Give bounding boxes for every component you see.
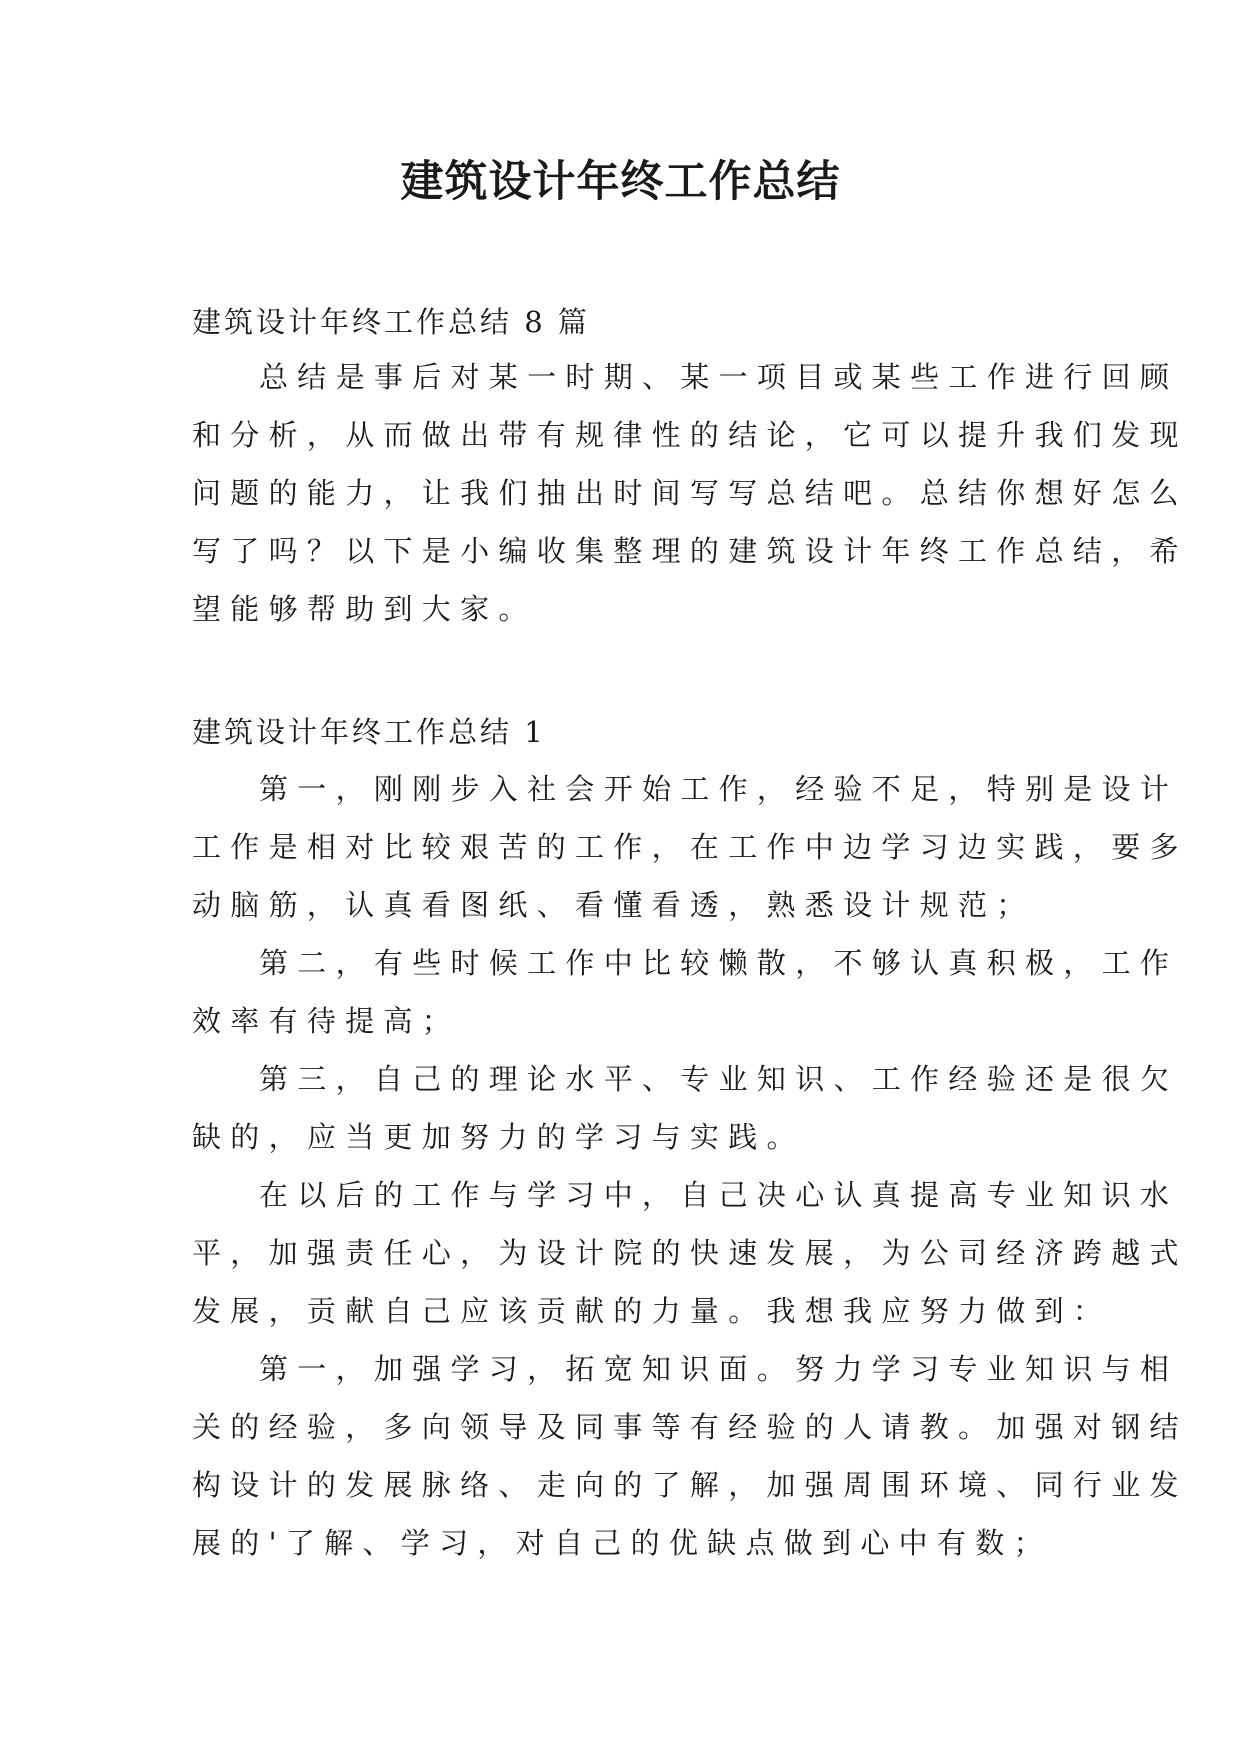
paragraph-line: 第一，刚刚步入社会开始工作，经验不足，特别是设计 <box>259 772 1179 806</box>
document-title: 建筑设计年终工作总结 <box>400 157 841 207</box>
paragraph-line: 问题的能力，让我们抽出时间写写总结吧。总结你想好怎么 <box>192 476 1188 510</box>
paragraph-line: 望能够帮助到大家。 <box>192 592 537 626</box>
paragraph-line: 总结是事后对某一时期、某一项目或某些工作进行回顾 <box>259 360 1179 394</box>
paragraph-line: 第二，有些时候工作中比较懒散，不够认真积极，工作 <box>259 946 1179 980</box>
paragraph-line: 关的经验，多向领导及同事等有经验的人请教。加强对钢结 <box>192 1410 1188 1444</box>
paragraph-line: 工作是相对比较艰苦的工作，在工作中边学习边实践，要多 <box>192 830 1188 864</box>
paragraph-line: 和分析，从而做出带有规律性的结论，它可以提升我们发现 <box>192 418 1188 452</box>
paragraph-line: 动脑筋，认真看图纸、看懂看透，熟悉设计规范； <box>192 888 1035 922</box>
section-heading: 建筑设计年终工作总结 8 篇 <box>192 305 590 339</box>
paragraph-line: 发展，贡献自己应该贡献的力量。我想我应努力做到： <box>192 1294 1112 1328</box>
section-heading: 建筑设计年终工作总结 1 <box>192 715 546 749</box>
paragraph-line: 缺的，应当更加努力的学习与实践。 <box>192 1120 805 1154</box>
paragraph-line: 第三，自己的理论水平、专业知识、工作经验还是很欠 <box>259 1062 1179 1096</box>
paragraph-line: 展的'了解、学习，对自己的优缺点做到心中有数； <box>192 1526 1052 1560</box>
paragraph-line: 在以后的工作与学习中，自己决心认真提高专业知识水 <box>259 1178 1179 1212</box>
paragraph-line: 效率有待提高； <box>192 1004 461 1038</box>
paragraph-line: 构设计的发展脉络、走向的了解，加强周围环境、同行业发 <box>192 1468 1188 1502</box>
paragraph-line: 第一，加强学习，拓宽知识面。努力学习专业知识与相 <box>259 1352 1179 1386</box>
paragraph-line: 写了吗？以下是小编收集整理的建筑设计年终工作总结，希 <box>192 534 1188 568</box>
paragraph-line: 平，加强责任心，为设计院的快速发展，为公司经济跨越式 <box>192 1236 1188 1270</box>
